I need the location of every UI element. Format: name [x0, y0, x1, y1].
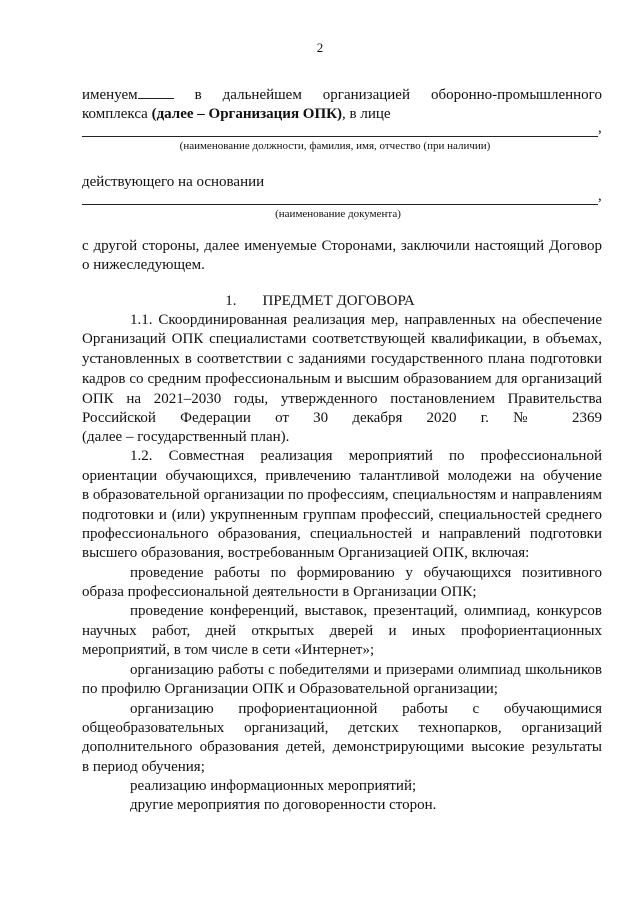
body-line: высшего образования, востребованным Организацией ОПК, включая:	[82, 545, 530, 561]
body-line: 1.2. Совместная реализация мероприятий по профессиональной	[130, 448, 602, 464]
body-line: профессионального образования, специальностей и направлений подготовки	[82, 526, 602, 542]
body-line: установленных в соответствии с заданиями государственного плана подготовки	[82, 351, 602, 367]
party-designation: (далее – Организация ОПК)	[151, 106, 343, 122]
body-line: подготовки и (или) укрупненным группам профессий, специальностей среднего	[82, 507, 602, 523]
fill-blank	[138, 86, 174, 99]
body-line: Организаций ОПК специалистами соответствующей квалификации, в объемах,	[82, 331, 602, 347]
intro-line-2: комплекса (далее – Организация ОПК), в лице	[82, 106, 391, 122]
fill-line-document	[82, 204, 598, 205]
section-number: 1.	[225, 293, 237, 309]
intro-line-5: о нижеследующем.	[82, 257, 205, 273]
comma: ,	[598, 120, 602, 136]
section-title: ПРЕДМЕТ ДОГОВОРА	[262, 293, 415, 309]
body-line: организацию работы с победителями и призерами олимпиад школьников	[130, 662, 602, 678]
body-line: другие мероприятия по договоренности сторон.	[130, 797, 437, 813]
intro-line-4: с другой стороны, далее именуемые Сторонами, заключили настоящий Договор	[82, 238, 602, 254]
intro-word: оборонно-промышленного	[430, 87, 602, 103]
body-line: научных работ, дней открытых дверей и иных профориентационных	[82, 623, 602, 639]
fill-line-representative	[82, 136, 598, 137]
body-line: проведение конференций, выставок, презентаций, олимпиад, конкурсов	[130, 603, 602, 619]
section-heading	[0, 292, 640, 311]
page-number: 2	[316, 40, 324, 55]
body-line: в период обучения;	[82, 759, 205, 775]
body-line: общеобразовательных организаций, детских технопарков, организаций	[82, 720, 602, 736]
body-line: реализацию информационных мероприятий;	[130, 778, 417, 794]
caption-representative: (наименование должности, фамилия, имя, отчество (при наличии)	[179, 140, 491, 152]
comma: ,	[598, 188, 602, 204]
body-line: кадров со средним профессиональным и высшим образованием для организаций	[82, 371, 602, 387]
body-line: дополнительного образования детей, демонстрирующими высокие результаты	[82, 739, 602, 755]
caption-document: (наименование документа)	[275, 208, 401, 220]
intro-word: организацией	[322, 87, 410, 103]
intro-line-1	[82, 86, 602, 105]
body-line: (далее – государственный план).	[82, 429, 290, 445]
body-line: ОПК на 2021–2030 годы, утвержденного постановлением Правительства	[82, 391, 602, 407]
intro-word: именуем	[82, 87, 138, 103]
body-line: ориентации обучающихся, привлечению талантливой молодежи на обучение	[82, 468, 602, 484]
intro-word: в	[194, 87, 202, 103]
intro-word: дальнейшем	[222, 87, 302, 103]
body-line: проведение работы по формированию у обучающихся позитивного	[130, 565, 602, 581]
body-line: Российской Федерации от 30 декабря 2020 г. № 2369	[82, 410, 602, 426]
body-line: образа профессиональной деятельности в Организации ОПК;	[82, 584, 477, 600]
body-line: по профилю Организации ОПК и Образовательной организации;	[82, 681, 498, 697]
body-line: в образовательной организации по профессиям, специальностям и направлениям	[82, 487, 602, 503]
body-line: мероприятий, в том числе в сети «Интернет»;	[82, 642, 375, 658]
body-line: 1.1. Скоординированная реализация мер, направленных на обеспечение	[130, 312, 602, 328]
body-line: организацию профориентационной работы с обучающимися	[130, 701, 602, 717]
intro-line-3: действующего на основании	[82, 174, 265, 190]
